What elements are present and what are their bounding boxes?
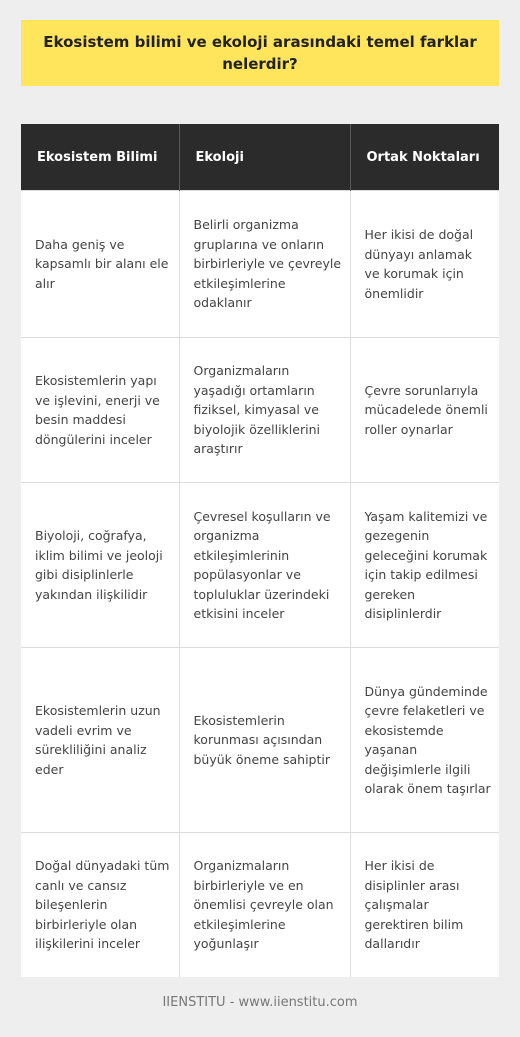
table-row (21, 338, 499, 483)
table-cell: Her ikisi de disiplinler arası çalışmalar gerektiren bilim dallarıdır (350, 833, 499, 978)
table-cell: Dünya gündeminde çevre felaketleri ve ekosistemde yaşanan değişimlerle ilgili olarak önem taşırlar (350, 648, 499, 833)
page-title: Ekosistem bilimi ve ekoloji arasındaki temel farklar nelerdir? (43, 33, 477, 73)
table-row (21, 648, 499, 833)
table-row (21, 833, 499, 978)
table-cell: Daha geniş ve kapsamlı bir alanı ele alır (21, 191, 179, 338)
column-header-ortak-noktalari: Ortak Noktaları (350, 124, 499, 191)
table-cell: Ekosistemlerin uzun vadeli evrim ve sürekliliğini analiz eder (21, 648, 179, 833)
footer-credit: IIENSTITU - www.iienstitu.com (162, 995, 358, 1010)
table-cell: Biyoloji, coğrafya, iklim bilimi ve jeoloji gibi disiplinlerle yakından ilişkilidir (21, 483, 179, 648)
column-header-ekosistem-bilimi: Ekosistem Bilimi (21, 124, 179, 191)
table-header-row (21, 124, 499, 191)
table-row (21, 483, 499, 648)
table-cell: Çevresel koşulların ve organizma etkileşimlerinin popülasyonlar ve topluluklar üzerindeki etkisini inceler (179, 483, 350, 648)
title-banner (21, 20, 499, 86)
table-cell: Organizmaların birbirleriyle ve en önemlisi çevreyle olan etkileşimlerine yoğunlaşır (179, 833, 350, 978)
table-cell: Belirli organizma gruplarına ve onların birbirleriyle ve çevreyle etkileşimlerine odaklanır (179, 191, 350, 338)
table-cell: Organizmaların yaşadığı ortamların fiziksel, kimyasal ve biyolojik özelliklerini araştırır (179, 338, 350, 483)
column-header-ekoloji: Ekoloji (179, 124, 350, 191)
table-cell: Yaşam kalitemizi ve gezegenin geleceğini korumak için takip edilmesi gereken disiplinlerdir (350, 483, 499, 648)
table-cell: Ekosistemlerin korunması açısından büyük öneme sahiptir (179, 648, 350, 833)
table-cell: Çevre sorunlarıyla mücadelede önemli roller oynarlar (350, 338, 499, 483)
comparison-table (21, 124, 499, 977)
table-cell: Doğal dünyadaki tüm canlı ve cansız bileşenlerin birbirleriyle olan ilişkilerini inceler (21, 833, 179, 978)
table-row (21, 191, 499, 338)
table-cell: Ekosistemlerin yapı ve işlevini, enerji ve besin maddesi döngülerini inceler (21, 338, 179, 483)
table-cell: Her ikisi de doğal dünyayı anlamak ve korumak için önemlidir (350, 191, 499, 338)
